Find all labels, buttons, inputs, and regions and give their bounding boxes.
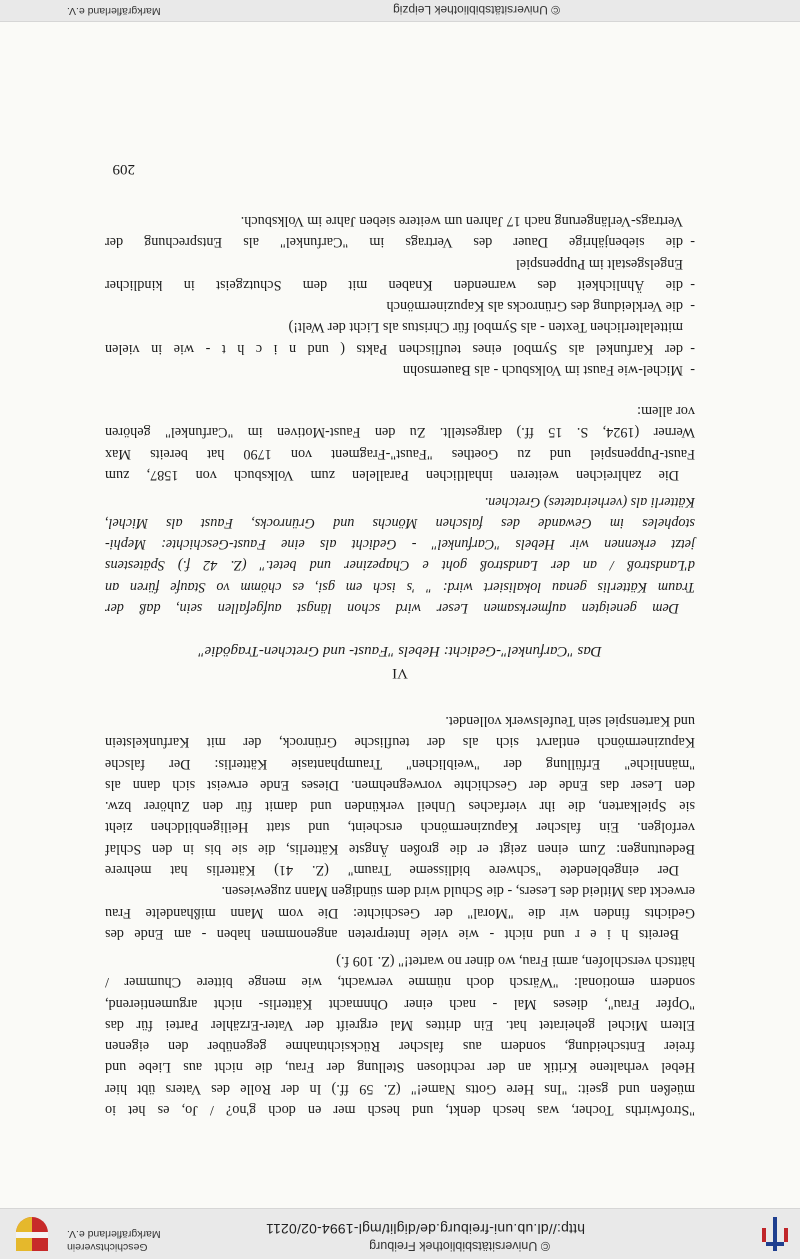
- university-library-logo-icon: [762, 1217, 788, 1251]
- p5-line: Werner (1924, S. 15 ff.) dargestellt. Zu den Faust-Motiven im "Carfunkel" gehören: [105, 424, 695, 441]
- p4-line: stopheles im Gewande des falschen Mönchs und Grünrocks, Faust als Michel,: [105, 514, 695, 531]
- footer-bar: [0, 0, 800, 22]
- paragraph-dream: [105, 710, 695, 880]
- p5-line: Die zahlreichen weiteren inhaltlichen Parallelen zum Volksbuch von 1587, zum: [105, 467, 679, 483]
- p3-line: sie Spielkarten, die ihr vierfaches Unheil verkünden und damit für den Zuhörer bzw.: [105, 798, 695, 815]
- p2-line: Gedichts finden wir die "Moral" der Geschichte: Die vom Mann mißhandelte Frau: [105, 904, 695, 921]
- coat-of-arms-icon: [12, 1215, 52, 1253]
- p1-line: müeßen und gseit: "Ins Here Gotts Name!" (Z. 59 ff.) In der Rolle des Vaters übt hier: [105, 1080, 695, 1097]
- motif-list: [105, 210, 695, 380]
- list-bullet: -: [690, 234, 695, 251]
- p1-line: Hebel verhaltene Kritik an der rechtlosen Stellung der Frau, die nicht aus Liebe und: [105, 1059, 695, 1076]
- section-number: VI: [392, 665, 408, 681]
- p4-line: Traum Kätterlis genau lokalisiert wird: " 's isch em gsi, es chömm vo Staufe füren an: [105, 578, 695, 595]
- list-item: [105, 231, 695, 252]
- p3-line: Bedeutungen: Zum einen zeigt er die großen Ängste Kätterlis, die sie bis in den Schlaf: [105, 840, 695, 857]
- list-item-text: Michel-wie Faust im Volksbuch - als Bauernsohn: [402, 362, 683, 378]
- list-item: [105, 359, 695, 380]
- list-item-text: die Ähnlichkeit des warnenden Knaben mit dem Schutzgeist in kindlicher: [105, 276, 683, 293]
- list-bullet: -: [690, 340, 695, 357]
- p4-line: Kätterli als (verheiratetes) Gretchen.: [484, 493, 695, 510]
- p3-line: und Kartenspiel sein Teufelswerk vollendet.: [445, 712, 695, 729]
- p3-line: "männliche" Erfüllung der "weiblichen" Traumphantasie Kätterlis: Der falsche: [105, 755, 695, 772]
- list-item-text: die siebenjährige Dauer des Vertrags im "Carfunkel" als Entsprechung der: [105, 234, 683, 251]
- paragraph-intro: [105, 490, 695, 618]
- list-bullet: -: [690, 362, 695, 378]
- p4-line: jetzt erkennen wir Hebels "Carfunkel" - Gedicht als eine Faust-Geschichte: Mephi-: [105, 536, 695, 553]
- document-url[interactable]: http://dl.ub.uni-freiburg.de/diglit/mgl-1994-02/0211: [265, 1221, 585, 1237]
- p5-line: Faust-Puppenspiel und zu Goethes "Faust"-Fragment von 1790 hat bereits Max: [105, 445, 695, 462]
- paragraph-moral: [105, 880, 695, 944]
- p4-line: d'Landstroß / an der Landstroß goht e Chapeziner und betet." (Z. 42 f.) Spätestens: [105, 557, 695, 574]
- p1-line: "Opfer Frau", dieses Mal - nach einer Ohnmacht Kätterlis- nicht argumentierend,: [105, 995, 695, 1012]
- paragraph-quote: [105, 950, 695, 1120]
- p3-line: den Leser das Ende der Geschichte vorwegnehmen. Dieses Ende erweist sich dann als: [105, 776, 695, 793]
- list-item: [105, 295, 695, 316]
- list-item: [105, 274, 695, 295]
- p1-line: sondern emotional: "Wärsch doch nümme verwacht, wie menge bittere Chummer /: [105, 974, 695, 991]
- copyright-text: © Universitätsbibliothek Freiburg: [369, 1239, 550, 1253]
- list-item: mittelalterlichen Texten - als Symbol für Christus als Licht der Welt!): [288, 319, 683, 336]
- list-item: Engelsgestalt im Puppenspiel: [515, 255, 683, 272]
- p4-line: Dem geneigten aufmerksamen Leser wird schon längst aufgefallen sein, daß der: [105, 600, 679, 616]
- footer-association: Markgräflerland e.V.: [67, 5, 161, 17]
- header-bar: [0, 1208, 800, 1259]
- p1-line: "Strofwirths Tocher, was hesch denkt, und hesch mer en doch g'no? / Jo, es het io: [105, 1102, 695, 1118]
- list-bullet: -: [690, 276, 695, 293]
- p2-line: Bereits h i e r und nicht - wie viele Interpreten angenommen haben - am Ende des: [105, 926, 679, 942]
- footer-copyright: © Universitätsbibliothek Leipzig: [393, 3, 560, 17]
- list-bullet: -: [690, 298, 695, 315]
- association-name: Geschichtsverein Markgräflerland e.V.: [67, 1228, 161, 1253]
- list-item: Vertrags-Verlängerung nach 17 Jahren um weitere sieben Jahre im Volksbuch.: [240, 212, 683, 229]
- p5-line: vor allem:: [637, 403, 695, 420]
- list-item: [105, 337, 695, 358]
- p3-line: Der eingeblendete "schwere bidlisseme Traum" (Z. 41) Kätterlis hat mehrere: [105, 862, 679, 878]
- p1-line: freier Entscheidung, sondern aus falscher Rücksichtnahme gegenüber den eigenen: [105, 1038, 695, 1055]
- p1-line: Eltern Michel geheiratet hat. Ein drittes Mal ergreift der Vater-Erzähler Partei für das: [105, 1016, 695, 1033]
- section-title: Das "Carfunkel"-Gedicht: Hebels "Faust- und Gretchen-Tragödie": [198, 643, 602, 659]
- page-number: 209: [112, 161, 135, 177]
- p1-line: hättsch verschlofen, armi Frau, wo diner no wartet!" (Z. 109 f.): [336, 952, 695, 969]
- list-item-text: der Karfunkel als Symbol eines teuflischen Pakts ( und n i c h t - wie in vielen: [105, 340, 683, 357]
- p3-line: verfolgen. Ein falscher Kapuzinermönch erscheint, und statt Heiligenbildchen zieht: [105, 819, 695, 836]
- p2-line: erweckt das Mitleid des Lesers, - die Schuld wird dem sündigen Mann zugewiesen.: [221, 883, 695, 900]
- p3-line: Kapuzinermönch entlarvt sich als der teuflische Grünrock, der mit Karfunkelstein: [105, 734, 695, 751]
- list-item-text: die Verkleidung des Grünrocks als Kapuzinermönch: [386, 298, 683, 315]
- paragraph-parallels: [105, 400, 695, 485]
